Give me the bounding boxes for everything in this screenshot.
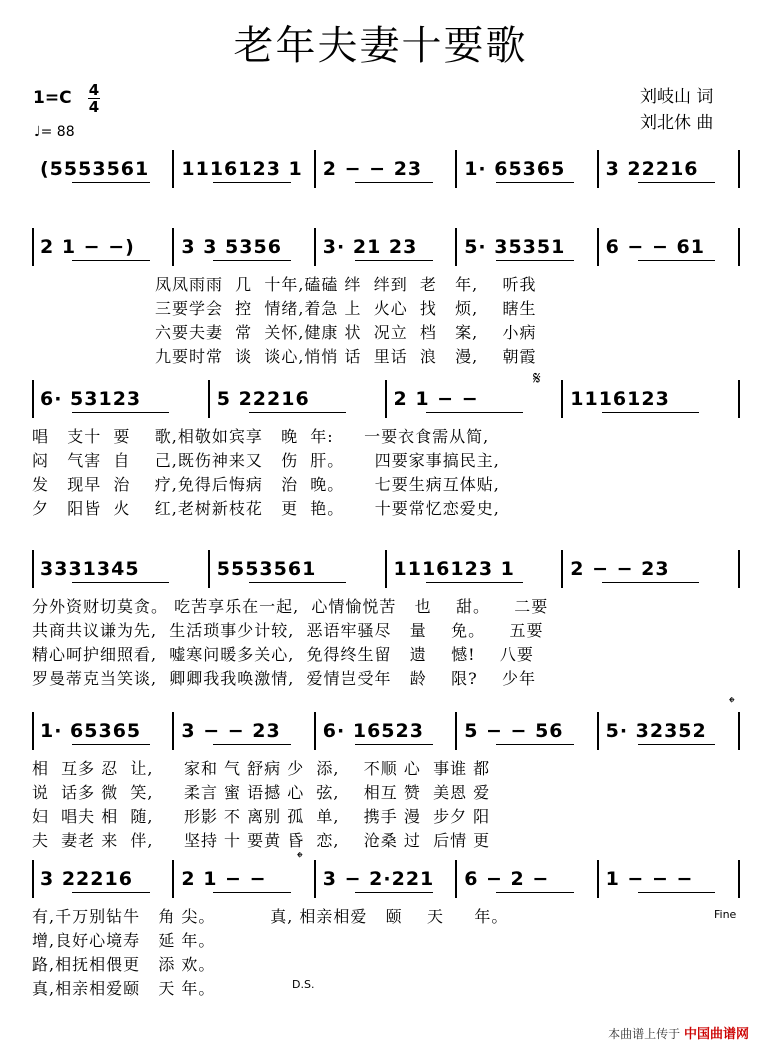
lyric-line: 夫 妻老 来 伴, 坚持 十 要黄 昏 恋, 沧桑 过 后情 更	[32, 831, 491, 850]
measure: 6 − 2 −	[464, 868, 550, 890]
measure: 1 − − −	[605, 868, 694, 890]
measure: 2 − − 23	[570, 558, 670, 580]
lyric-line: 闷 气害 自 己,既伤神来又 伤 肝。 四要家事搞民主,	[32, 451, 500, 470]
barline	[597, 228, 599, 266]
lyric-line: 六要夫妻 常 关怀,健康 状 况立 档 案, 小病	[155, 323, 537, 342]
beam-underline	[249, 412, 346, 413]
lyric-line: 说 话多 微 笑, 柔言 蜜 语撼 心 弦, 相互 赞 美恩 爱	[32, 783, 491, 802]
lyric-line: 精心呵护细照看, 嘘寒问暖多关心, 免得终生留 遗 憾! 八要	[32, 645, 534, 664]
barline	[455, 712, 457, 750]
measure: 3 3 5356	[181, 236, 282, 258]
beam-underline	[355, 182, 433, 183]
measure: 5553561	[216, 558, 317, 580]
song-title: 老年夫妻十要歌	[233, 23, 528, 69]
beam-underline	[213, 744, 291, 745]
barline	[738, 860, 740, 898]
lyric-line: 相 互多 忍 让, 家和 气 舒病 少 添, 不顺 心 事谁 都	[32, 759, 491, 778]
measure: 2 1 − −	[181, 868, 267, 890]
measure: 3· 21 23	[322, 236, 418, 258]
barline	[597, 150, 599, 188]
barline	[455, 228, 457, 266]
beam-underline	[355, 260, 433, 261]
beam-underline	[213, 892, 291, 893]
barline	[314, 712, 316, 750]
lyric-line: 有,千万别钻牛 角 尖。 真, 相亲相爱 颐 天 年。	[32, 907, 509, 926]
measure: 3331345	[40, 558, 140, 580]
measure: 3 − 2·221	[322, 868, 435, 890]
measure: 3 − − 23	[181, 720, 281, 742]
lyric-line: 妇 唱夫 相 随, 形影 不 离别 孤 单, 携手 漫 步夕 阳	[32, 807, 491, 826]
beam-underline	[638, 260, 716, 261]
barline	[32, 228, 34, 266]
coda-mark-2: 𝄌	[297, 848, 303, 867]
barline	[738, 550, 740, 588]
barline	[208, 550, 210, 588]
measure: 1116123 1	[181, 158, 303, 180]
barline	[738, 150, 740, 188]
barline	[597, 712, 599, 750]
fine-mark: Fine	[714, 908, 737, 921]
lyric-line: 分外资财切莫贪。 吃苦享乐在一起, 心情愉悦苦 也 甜。 二要	[32, 597, 549, 616]
beam-underline	[72, 582, 169, 583]
barline	[208, 380, 210, 418]
lyric-line: 路,相抚相偎更 添 欢。	[32, 955, 216, 974]
barline	[561, 550, 563, 588]
beam-underline	[496, 182, 574, 183]
measure: (5553561	[40, 158, 150, 180]
footer-text: 本曲谱上传于	[608, 1027, 681, 1041]
beam-underline	[638, 744, 716, 745]
beam-underline	[72, 182, 150, 183]
site-logo: 中国曲谱网	[683, 1027, 749, 1042]
meter-bottom: 4	[88, 98, 100, 116]
lyric-line: 三要学会 控 情绪,着急 上 火心 找 烦, 瞎生	[155, 299, 537, 318]
beam-underline	[496, 892, 574, 893]
lyric-line: 九要时常 谈 谈心,悄悄 话 里话 浪 漫, 朝霞	[155, 347, 537, 366]
barline	[455, 150, 457, 188]
measure: 3 22216	[605, 158, 699, 180]
composer-credit: 刘北休 曲	[640, 113, 714, 133]
barline	[32, 380, 34, 418]
barline	[314, 150, 316, 188]
beam-underline	[249, 582, 346, 583]
lyric-line: 发 现早 治 疗,免得后悔病 治 晚。 七要生病互体贴,	[32, 475, 500, 494]
measure: 1· 65365	[40, 720, 142, 742]
barline	[561, 380, 563, 418]
barline	[738, 380, 740, 418]
beam-underline	[496, 744, 574, 745]
measure: 5· 35351	[464, 236, 566, 258]
lyric-line: 增,良好心境寿 延 年。	[32, 931, 216, 950]
barline	[32, 712, 34, 750]
barline	[385, 550, 387, 588]
measure: 2 − − 23	[322, 158, 423, 180]
lyricist-credit: 刘岐山 词	[640, 87, 714, 107]
beam-underline	[355, 892, 433, 893]
measure: 2 1 − −	[393, 388, 479, 410]
beam-underline	[638, 892, 716, 893]
barline	[172, 150, 174, 188]
key-signature: 1=C	[33, 88, 72, 108]
ds-mark: D.S.	[292, 978, 315, 991]
lyric-line: 唱 支十 要 歌,相敬如宾享 晚 年: 一要衣食需从简,	[32, 427, 490, 446]
beam-underline	[602, 412, 699, 413]
measure: 1116123 1	[393, 558, 515, 580]
measure: 5 − − 56	[464, 720, 564, 742]
barline	[32, 550, 34, 588]
measure: 5 22216	[216, 388, 310, 410]
meter-top: 4	[88, 81, 100, 99]
barline	[314, 228, 316, 266]
beam-underline	[72, 260, 150, 261]
measure: 1116123	[570, 388, 670, 410]
lyric-line: 共商共议谦为先, 生活琐事少计较, 恶语牢骚尽 量 免。 五要	[32, 621, 544, 640]
beam-underline	[213, 260, 291, 261]
measure: 3 22216	[40, 868, 133, 890]
lyric-line: 真,相亲相爱颐 天 年。	[32, 979, 216, 998]
measure: 1· 65365	[464, 158, 566, 180]
lyric-line: 夕 阳皆 火 红,老树新枝花 更 艳。 十要常忆恋爱史,	[32, 499, 500, 518]
measure: 6· 53123	[40, 388, 142, 410]
measure: 2 1 − −)	[40, 236, 135, 258]
barline	[314, 860, 316, 898]
beam-underline	[496, 260, 574, 261]
beam-underline	[355, 744, 433, 745]
segno-mark: 𝄋	[533, 368, 541, 389]
measure: 6 − − 61	[605, 236, 705, 258]
lyric-line: 罗曼蒂克当笑谈, 卿卿我我唤激情, 爱情岂受年 龄 限? 少年	[32, 669, 537, 688]
beam-underline	[602, 582, 699, 583]
barline	[172, 228, 174, 266]
beam-underline	[72, 744, 150, 745]
barline	[385, 380, 387, 418]
time-signature	[88, 82, 100, 115]
coda-mark-1: 𝄌	[729, 693, 735, 712]
barline	[597, 860, 599, 898]
barline	[172, 860, 174, 898]
beam-underline	[426, 582, 523, 583]
barline	[32, 860, 34, 898]
tempo-marking: ♩= 88	[34, 124, 75, 140]
measure: 5· 32352	[605, 720, 707, 742]
barline	[738, 228, 740, 266]
barline	[455, 860, 457, 898]
beam-underline	[72, 892, 150, 893]
barline	[172, 712, 174, 750]
footer	[608, 1023, 749, 1042]
beam-underline	[426, 412, 523, 413]
beam-underline	[213, 182, 291, 183]
measure: 6· 16523	[322, 720, 424, 742]
beam-underline	[638, 182, 716, 183]
beam-underline	[72, 412, 169, 413]
lyric-line: 凤凤雨雨 几 十年,磕磕 绊 绊到 老 年, 听我	[155, 275, 537, 294]
barline	[738, 712, 740, 750]
